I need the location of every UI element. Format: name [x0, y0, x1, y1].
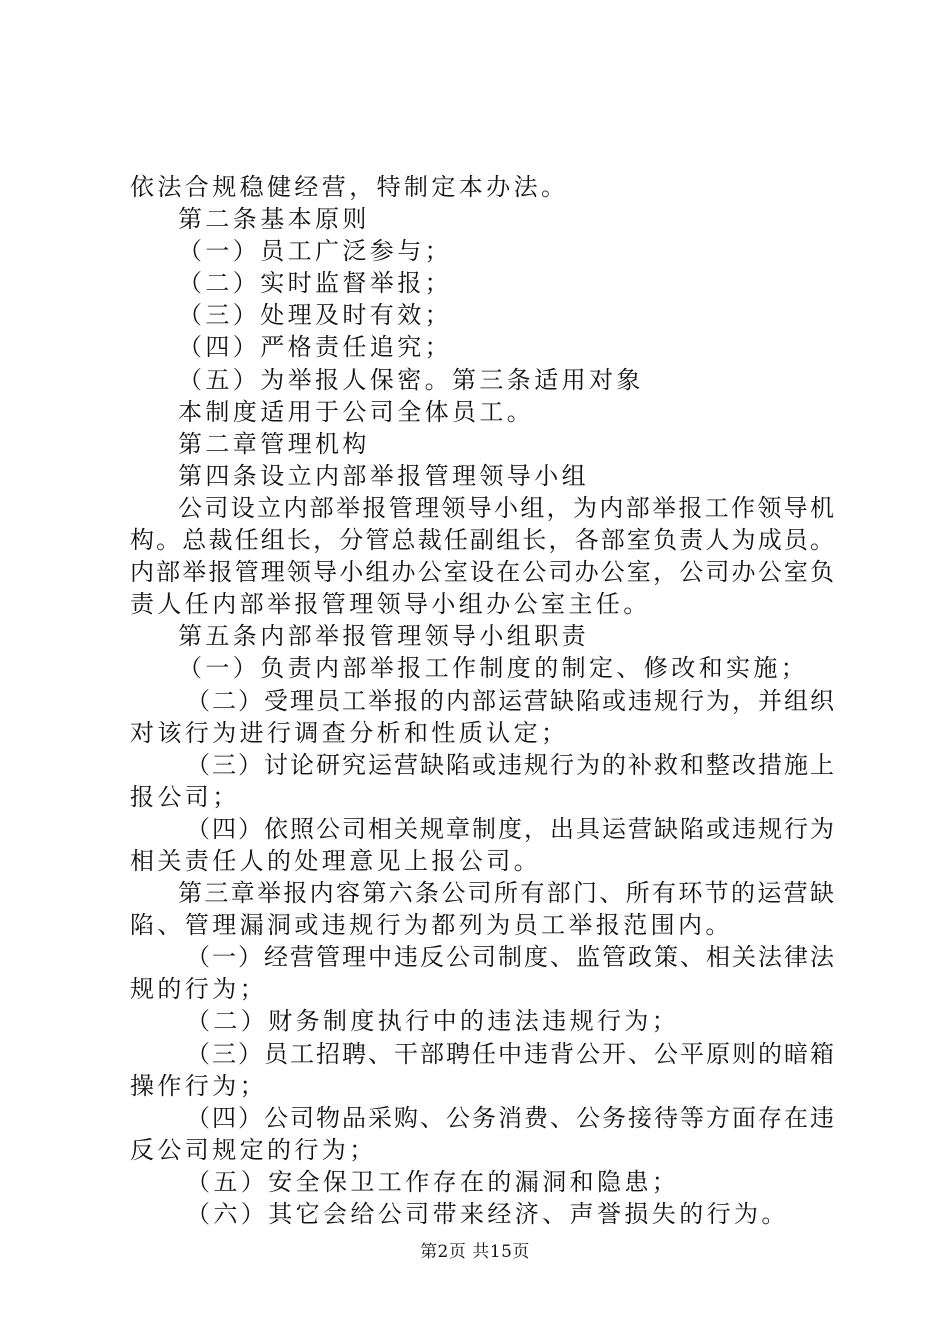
text-line: 反公司规定的行为； — [130, 1135, 377, 1164]
document-body — [130, 171, 834, 1230]
text-line: 陷、管理漏洞或违规行为都列为员工举报范围内。 — [130, 911, 733, 940]
text-line: 依法合规稳健经营，特制定本办法。 — [130, 173, 569, 201]
text-line: 内部举报管理领导小组办公室设在公司办公室，公司办公室负 — [130, 558, 834, 587]
text-line: （六）其它会给公司带来经济、声誉损失的行为。 — [186, 1200, 789, 1228]
text-line: 本制度适用于公司全体员工。 — [178, 397, 535, 426]
text-line: （二）财务制度执行中的违法违规行为； — [186, 1007, 680, 1036]
text-line: 第四条设立内部举报管理领导小组 — [178, 461, 589, 490]
text-line: 构。总裁任组长，分管总裁任副组长，各部室负责人为成员。 — [130, 526, 834, 555]
text-line: （四）严格责任追究； — [178, 333, 452, 362]
text-line: （三）讨论研究运营缺陷或违规行为的补救和整改措施上 — [186, 750, 834, 779]
text-line: （四）公司物品采购、公务消费、公务接待等方面存在违 — [186, 1103, 834, 1132]
text-line: 操作行为； — [130, 1071, 267, 1100]
page-number-footer: 第2页 共15页 — [420, 1242, 530, 1262]
text-line: （一）负责内部举报工作制度的制定、修改和实施； — [178, 654, 809, 683]
text-line: （五）安全保卫工作存在的漏洞和隐患； — [186, 1167, 680, 1196]
text-line: （四）依照公司相关规章制度，出具运营缺陷或违规行为 — [186, 814, 834, 843]
text-line: （三）员工招聘、干部聘任中违背公开、公平原则的暗箱 — [186, 1039, 834, 1068]
text-line: （三）处理及时有效； — [178, 301, 452, 330]
text-line: （五）为举报人保密。第三条适用对象 — [178, 365, 644, 394]
text-line: 第二章管理机构 — [178, 429, 370, 458]
text-line: 第五条内部举报管理领导小组职责 — [178, 622, 589, 651]
text-line: （一）员工广泛参与； — [178, 237, 452, 266]
text-line: （二）受理员工举报的内部运营缺陷或违规行为，并组织 — [186, 686, 834, 715]
text-line: 相关责任人的处理意见上报公司。 — [130, 846, 541, 875]
text-line: 报公司； — [130, 782, 240, 811]
text-line: （二）实时监督举报； — [178, 269, 452, 298]
text-line: （一）经营管理中违反公司制度、监管政策、相关法律法 — [186, 943, 834, 972]
text-line: 公司设立内部举报管理领导小组，为内部举报工作领导机 — [178, 493, 834, 522]
text-line: 责人任内部举报管理领导小组办公室主任。 — [130, 590, 651, 619]
text-line: 第三章举报内容第六条公司所有部门、所有环节的运营缺 — [178, 879, 834, 908]
text-line: 对该行为进行调查分析和性质认定； — [130, 718, 569, 747]
text-line: 第二条基本原则 — [178, 205, 370, 234]
text-line: 规的行为； — [130, 975, 267, 1004]
